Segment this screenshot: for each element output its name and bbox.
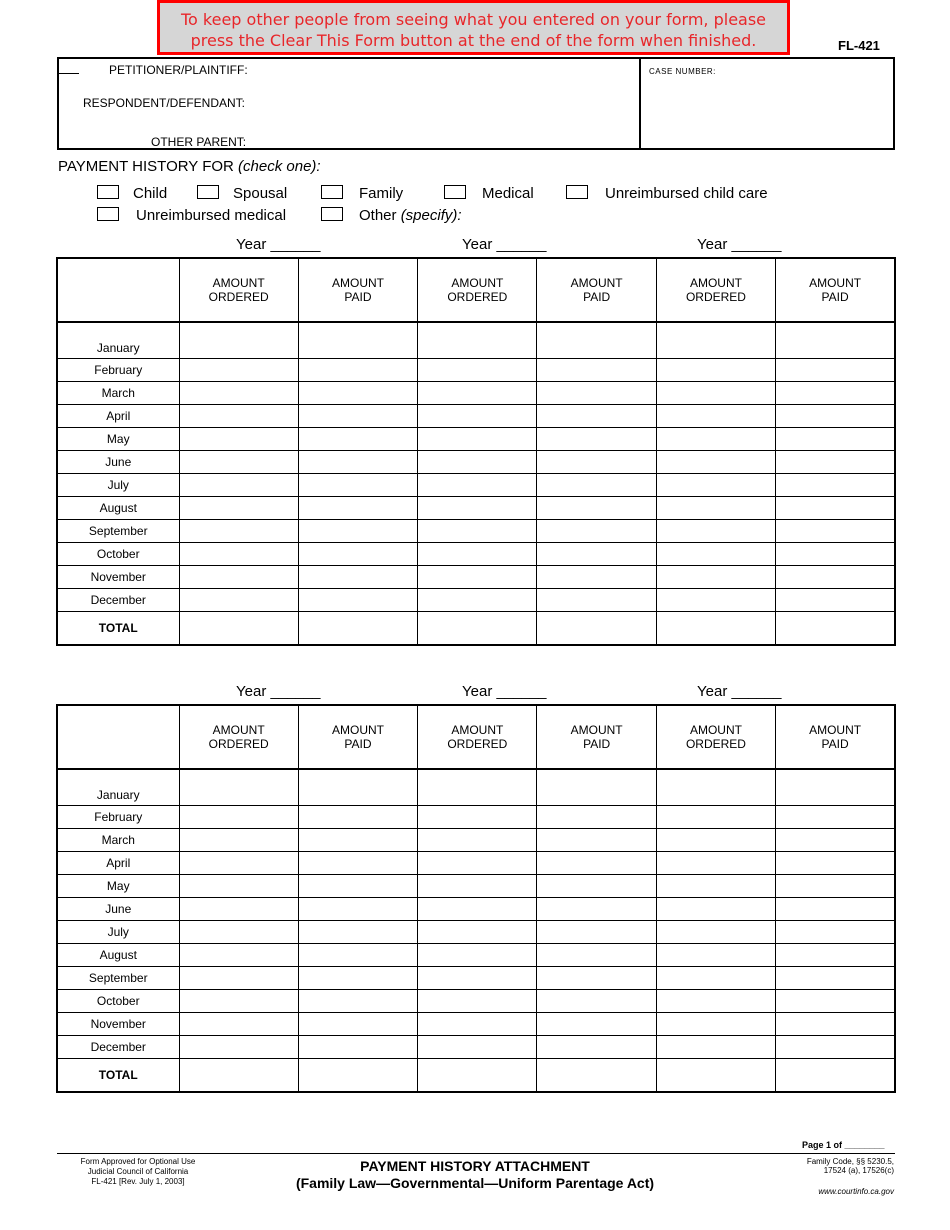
form-title-line-2: (Family Law—Governmental—Uniform Parentage Act) (295, 1175, 655, 1191)
month-label: October (57, 990, 179, 1013)
amount-cell[interactable] (179, 566, 298, 589)
table2-col-ordered-3 (656, 705, 775, 769)
table-row (57, 829, 895, 852)
amount-cell[interactable] (179, 829, 298, 852)
codes-line-1: Family Code, §§ 5230.5, (806, 1157, 894, 1166)
amount-cell[interactable] (537, 405, 656, 428)
amount-cell[interactable] (179, 875, 298, 898)
checkbox-child-label: Child (133, 185, 168, 202)
case-number-label: CASE NUMBER: (649, 67, 716, 76)
amount-cell[interactable] (418, 451, 537, 474)
month-label: January (57, 769, 179, 806)
amount-cell[interactable] (298, 520, 417, 543)
amount-cell[interactable] (179, 944, 298, 967)
amount-cell[interactable] (776, 898, 895, 921)
col-header-line: AMOUNT (570, 723, 623, 737)
amount-cell[interactable] (776, 497, 895, 520)
checkbox-family-label: Family (359, 185, 404, 202)
month-label: June (57, 898, 179, 921)
table-row (57, 589, 895, 612)
amount-cell[interactable] (418, 497, 537, 520)
month-label: September (57, 520, 179, 543)
total-cell[interactable] (298, 1059, 417, 1093)
col-header-line: AMOUNT (331, 723, 384, 737)
checkbox-other-label (359, 207, 462, 224)
form-number: FL-421 (838, 38, 880, 53)
amount-cell[interactable] (418, 829, 537, 852)
amount-cell[interactable] (776, 322, 895, 359)
amount-cell[interactable] (656, 382, 775, 405)
amount-cell[interactable] (298, 589, 417, 612)
amount-cell[interactable] (418, 875, 537, 898)
case-caption-box (57, 57, 895, 150)
amount-cell[interactable] (776, 967, 895, 990)
table-row (57, 898, 895, 921)
form-title-line-1: PAYMENT HISTORY ATTACHMENT (360, 1158, 590, 1174)
table1-corner-cell (57, 258, 179, 322)
table-row (57, 322, 895, 359)
total-cell[interactable] (179, 612, 298, 646)
month-label: July (57, 474, 179, 497)
amount-cell[interactable] (298, 382, 417, 405)
amount-cell[interactable] (776, 852, 895, 875)
total-cell[interactable] (418, 612, 537, 646)
amount-cell[interactable] (179, 359, 298, 382)
amount-cell[interactable] (418, 921, 537, 944)
table2-year-3[interactable]: Year ______ (697, 683, 782, 700)
caption-divider (639, 59, 641, 148)
table2-col-paid-2 (537, 705, 656, 769)
checkbox-spousal[interactable] (197, 185, 219, 199)
amount-cell[interactable] (776, 428, 895, 451)
codes-line-2: 17524 (a), 17526(c) (823, 1166, 894, 1175)
table2-col-ordered-1 (179, 705, 298, 769)
table-row (57, 543, 895, 566)
payment-table-1 (56, 257, 896, 646)
amount-cell[interactable] (298, 322, 417, 359)
table1-col-paid-3 (776, 258, 895, 322)
amount-cell[interactable] (537, 769, 656, 806)
amount-cell[interactable] (298, 497, 417, 520)
total-label: TOTAL (57, 612, 179, 646)
amount-cell[interactable] (656, 451, 775, 474)
table-row (57, 497, 895, 520)
amount-cell[interactable] (776, 921, 895, 944)
checkbox-other[interactable] (321, 207, 343, 221)
col-header-line: AMOUNT (451, 723, 504, 737)
total-cell[interactable] (656, 1059, 775, 1093)
table-row (57, 428, 895, 451)
approved-line-3: FL-421 [Rev. July 1, 2003] (91, 1177, 185, 1186)
amount-cell[interactable] (656, 474, 775, 497)
col-header-line: ORDERED (447, 737, 508, 751)
amount-cell[interactable] (298, 829, 417, 852)
table2-year-2[interactable]: Year ______ (462, 683, 547, 700)
col-header-line: ORDERED (685, 290, 746, 304)
amount-cell[interactable] (179, 1036, 298, 1059)
amount-cell[interactable] (776, 359, 895, 382)
total-cell[interactable] (776, 612, 895, 646)
table-row (57, 359, 895, 382)
amount-cell[interactable] (298, 1036, 417, 1059)
amount-cell[interactable] (298, 967, 417, 990)
amount-cell[interactable] (418, 543, 537, 566)
col-header-line: ORDERED (208, 290, 269, 304)
amount-cell[interactable] (298, 1013, 417, 1036)
amount-cell[interactable] (179, 589, 298, 612)
amount-cell[interactable] (179, 405, 298, 428)
table-row (57, 474, 895, 497)
amount-cell[interactable] (418, 967, 537, 990)
amount-cell[interactable] (298, 898, 417, 921)
table1-col-ordered-2 (418, 258, 537, 322)
table-row (57, 921, 895, 944)
amount-cell[interactable] (656, 520, 775, 543)
amount-cell[interactable] (537, 428, 656, 451)
month-label: April (57, 405, 179, 428)
checkbox-unreimbursed-medical[interactable] (97, 207, 119, 221)
month-label: August (57, 944, 179, 967)
table1-year-1[interactable]: Year ______ (236, 236, 321, 253)
total-row (57, 1059, 895, 1093)
month-label: February (57, 806, 179, 829)
amount-cell[interactable] (537, 852, 656, 875)
amount-cell[interactable] (776, 451, 895, 474)
table-row (57, 852, 895, 875)
month-label: November (57, 1013, 179, 1036)
amount-cell[interactable] (656, 944, 775, 967)
amount-cell[interactable] (179, 474, 298, 497)
amount-cell[interactable] (179, 322, 298, 359)
amount-cell[interactable] (179, 769, 298, 806)
col-header-line: AMOUNT (212, 723, 265, 737)
amount-cell[interactable] (537, 898, 656, 921)
payment-history-title-text: PAYMENT HISTORY FOR (58, 158, 234, 175)
col-header-line: AMOUNT (570, 276, 623, 290)
amount-cell[interactable] (776, 829, 895, 852)
table1-year-2[interactable]: Year ______ (462, 236, 547, 253)
table-row (57, 944, 895, 967)
month-label: May (57, 875, 179, 898)
amount-cell[interactable] (418, 806, 537, 829)
amount-cell[interactable] (418, 990, 537, 1013)
amount-cell[interactable] (656, 497, 775, 520)
amount-cell[interactable] (298, 405, 417, 428)
checkbox-family[interactable] (321, 185, 343, 199)
family-code-citation (770, 1157, 894, 1175)
amount-cell[interactable] (537, 921, 656, 944)
total-cell[interactable] (298, 612, 417, 646)
table1-col-paid-2 (537, 258, 656, 322)
amount-cell[interactable] (656, 990, 775, 1013)
amount-cell[interactable] (776, 1036, 895, 1059)
table1-col-ordered-1 (179, 258, 298, 322)
amount-cell[interactable] (418, 898, 537, 921)
table-row (57, 520, 895, 543)
table-row (57, 875, 895, 898)
payment-history-title (58, 158, 321, 175)
amount-cell[interactable] (656, 829, 775, 852)
table2-col-ordered-2 (418, 705, 537, 769)
notice-line-2: press the Clear This Form button at the end of the form when finished. (190, 31, 757, 50)
col-header-line: AMOUNT (451, 276, 504, 290)
checkbox-unreimbursed-child-care[interactable] (566, 185, 588, 199)
amount-cell[interactable] (418, 589, 537, 612)
table1-year-3[interactable]: Year ______ (697, 236, 782, 253)
table1-header-row (57, 258, 895, 322)
total-cell[interactable] (179, 1059, 298, 1093)
total-cell[interactable] (656, 612, 775, 646)
col-header-line: AMOUNT (331, 276, 384, 290)
amount-cell[interactable] (776, 806, 895, 829)
checkbox-child[interactable] (97, 185, 119, 199)
amount-cell[interactable] (656, 322, 775, 359)
table2-col-paid-1 (298, 705, 417, 769)
amount-cell[interactable] (418, 405, 537, 428)
approved-line-1: Form Approved for Optional Use (80, 1157, 196, 1166)
amount-cell[interactable] (776, 875, 895, 898)
amount-cell[interactable] (418, 428, 537, 451)
amount-cell[interactable] (298, 543, 417, 566)
month-label: March (57, 829, 179, 852)
month-label: January (57, 322, 179, 359)
col-header-line: PAID (583, 737, 611, 751)
caption-tick (59, 73, 79, 74)
amount-cell[interactable] (418, 1036, 537, 1059)
checkbox-unreimbursed-child-care-label: Unreimbursed child care (605, 185, 768, 202)
amount-cell[interactable] (656, 921, 775, 944)
col-header-line: PAID (821, 737, 849, 751)
amount-cell[interactable] (179, 382, 298, 405)
amount-cell[interactable] (776, 1013, 895, 1036)
amount-cell[interactable] (776, 520, 895, 543)
total-cell[interactable] (537, 1059, 656, 1093)
col-header-line: ORDERED (208, 737, 269, 751)
amount-cell[interactable] (656, 428, 775, 451)
month-label: August (57, 497, 179, 520)
table-row (57, 1036, 895, 1059)
month-label: November (57, 566, 179, 589)
amount-cell[interactable] (179, 806, 298, 829)
amount-cell[interactable] (656, 359, 775, 382)
amount-cell[interactable] (776, 990, 895, 1013)
month-label: December (57, 589, 179, 612)
table2-year-1[interactable]: Year ______ (236, 683, 321, 700)
amount-cell[interactable] (298, 359, 417, 382)
court-website: www.courtinfo.ca.gov (818, 1187, 894, 1196)
amount-cell[interactable] (298, 474, 417, 497)
payment-history-hint: (check one): (238, 158, 321, 175)
col-header-line: ORDERED (447, 290, 508, 304)
checkbox-medical-label: Medical (482, 185, 534, 202)
amount-cell[interactable] (656, 898, 775, 921)
amount-cell[interactable] (298, 769, 417, 806)
total-label: TOTAL (57, 1059, 179, 1093)
amount-cell[interactable] (418, 322, 537, 359)
total-cell[interactable] (776, 1059, 895, 1093)
table-row (57, 451, 895, 474)
amount-cell[interactable] (656, 543, 775, 566)
amount-cell[interactable] (418, 852, 537, 875)
checkbox-medical[interactable] (444, 185, 466, 199)
amount-cell[interactable] (537, 322, 656, 359)
form-approval-info (57, 1157, 219, 1187)
amount-cell[interactable] (537, 566, 656, 589)
amount-cell[interactable] (537, 990, 656, 1013)
amount-cell[interactable] (776, 769, 895, 806)
amount-cell[interactable] (537, 806, 656, 829)
notice-line-1: To keep other people from seeing what you entered on your form, please (180, 10, 767, 29)
month-label: February (57, 359, 179, 382)
table1-col-ordered-3 (656, 258, 775, 322)
month-label: December (57, 1036, 179, 1059)
amount-cell[interactable] (179, 543, 298, 566)
amount-cell[interactable] (179, 852, 298, 875)
month-label: July (57, 921, 179, 944)
amount-cell[interactable] (298, 566, 417, 589)
table1-col-paid-1 (298, 258, 417, 322)
form-title (260, 1158, 690, 1192)
other-hint: (specify): (400, 207, 462, 224)
col-header-line: PAID (821, 290, 849, 304)
col-header-line: AMOUNT (212, 276, 265, 290)
table-row (57, 967, 895, 990)
amount-cell[interactable] (776, 589, 895, 612)
amount-cell[interactable] (298, 451, 417, 474)
col-header-line: AMOUNT (689, 276, 742, 290)
checkbox-unreimbursed-medical-label: Unreimbursed medical (136, 207, 287, 224)
amount-cell[interactable] (537, 967, 656, 990)
total-cell[interactable] (537, 612, 656, 646)
amount-cell[interactable] (298, 428, 417, 451)
amount-cell[interactable] (656, 967, 775, 990)
amount-cell[interactable] (656, 1013, 775, 1036)
month-label: June (57, 451, 179, 474)
amount-cell[interactable] (179, 921, 298, 944)
month-label: May (57, 428, 179, 451)
amount-cell[interactable] (776, 566, 895, 589)
amount-cell[interactable] (537, 1013, 656, 1036)
amount-cell[interactable] (537, 520, 656, 543)
amount-cell[interactable] (537, 875, 656, 898)
amount-cell[interactable] (298, 852, 417, 875)
total-cell[interactable] (418, 1059, 537, 1093)
amount-cell[interactable] (179, 520, 298, 543)
amount-cell[interactable] (537, 1036, 656, 1059)
amount-cell[interactable] (656, 566, 775, 589)
amount-cell[interactable] (179, 497, 298, 520)
amount-cell[interactable] (537, 944, 656, 967)
amount-cell[interactable] (298, 806, 417, 829)
month-label: April (57, 852, 179, 875)
amount-cell[interactable] (179, 990, 298, 1013)
other-parent-label: OTHER PARENT: (151, 135, 247, 149)
amount-cell[interactable] (298, 875, 417, 898)
amount-cell[interactable] (418, 359, 537, 382)
amount-cell[interactable] (179, 898, 298, 921)
amount-cell[interactable] (537, 829, 656, 852)
table2-header-row (57, 705, 895, 769)
amount-cell[interactable] (776, 543, 895, 566)
table-row (57, 405, 895, 428)
table2-corner-cell (57, 705, 179, 769)
amount-cell[interactable] (418, 769, 537, 806)
amount-cell[interactable] (776, 474, 895, 497)
amount-cell[interactable] (418, 520, 537, 543)
petitioner-label: PETITIONER/PLAINTIFF: (109, 63, 248, 77)
amount-cell[interactable] (656, 769, 775, 806)
amount-cell[interactable] (656, 589, 775, 612)
amount-cell[interactable] (179, 967, 298, 990)
amount-cell[interactable] (776, 382, 895, 405)
col-header-line: ORDERED (685, 737, 746, 751)
respondent-label: RESPONDENT/DEFENDANT: (83, 96, 246, 110)
footer-rule (57, 1153, 895, 1154)
amount-cell[interactable] (179, 451, 298, 474)
table-row (57, 382, 895, 405)
checkbox-spousal-label: Spousal (233, 185, 288, 202)
approved-line-2: Judicial Council of California (87, 1167, 189, 1176)
month-label: September (57, 967, 179, 990)
col-header-line: PAID (344, 290, 372, 304)
amount-cell[interactable] (298, 921, 417, 944)
col-header-line: AMOUNT (689, 723, 742, 737)
amount-cell[interactable] (537, 359, 656, 382)
amount-cell[interactable] (537, 543, 656, 566)
col-header-line: PAID (583, 290, 611, 304)
total-row (57, 612, 895, 646)
col-header-line: AMOUNT (809, 723, 862, 737)
amount-cell[interactable] (537, 589, 656, 612)
amount-cell[interactable] (537, 474, 656, 497)
amount-cell[interactable] (418, 566, 537, 589)
table-row (57, 806, 895, 829)
amount-cell[interactable] (656, 875, 775, 898)
amount-cell[interactable] (298, 944, 417, 967)
amount-cell[interactable] (656, 1036, 775, 1059)
amount-cell[interactable] (418, 382, 537, 405)
other-label-text: Other (359, 207, 397, 224)
clear-form-notice (157, 0, 790, 55)
amount-cell[interactable] (418, 1013, 537, 1036)
month-label: March (57, 382, 179, 405)
table-row (57, 769, 895, 806)
payment-table-2 (56, 704, 896, 1093)
amount-cell[interactable] (537, 451, 656, 474)
amount-cell[interactable] (537, 497, 656, 520)
col-header-line: AMOUNT (809, 276, 862, 290)
amount-cell[interactable] (418, 944, 537, 967)
amount-cell[interactable] (656, 806, 775, 829)
table2-col-paid-3 (776, 705, 895, 769)
amount-cell[interactable] (776, 944, 895, 967)
table-row (57, 990, 895, 1013)
month-label: October (57, 543, 179, 566)
col-header-line: PAID (344, 737, 372, 751)
amount-cell[interactable] (776, 405, 895, 428)
amount-cell[interactable] (537, 382, 656, 405)
page-number: Page 1 of ________ (802, 1140, 885, 1150)
amount-cell[interactable] (179, 1013, 298, 1036)
table-row (57, 1013, 895, 1036)
amount-cell[interactable] (656, 852, 775, 875)
amount-cell[interactable] (418, 474, 537, 497)
amount-cell[interactable] (298, 990, 417, 1013)
table-row (57, 566, 895, 589)
amount-cell[interactable] (179, 428, 298, 451)
amount-cell[interactable] (656, 405, 775, 428)
